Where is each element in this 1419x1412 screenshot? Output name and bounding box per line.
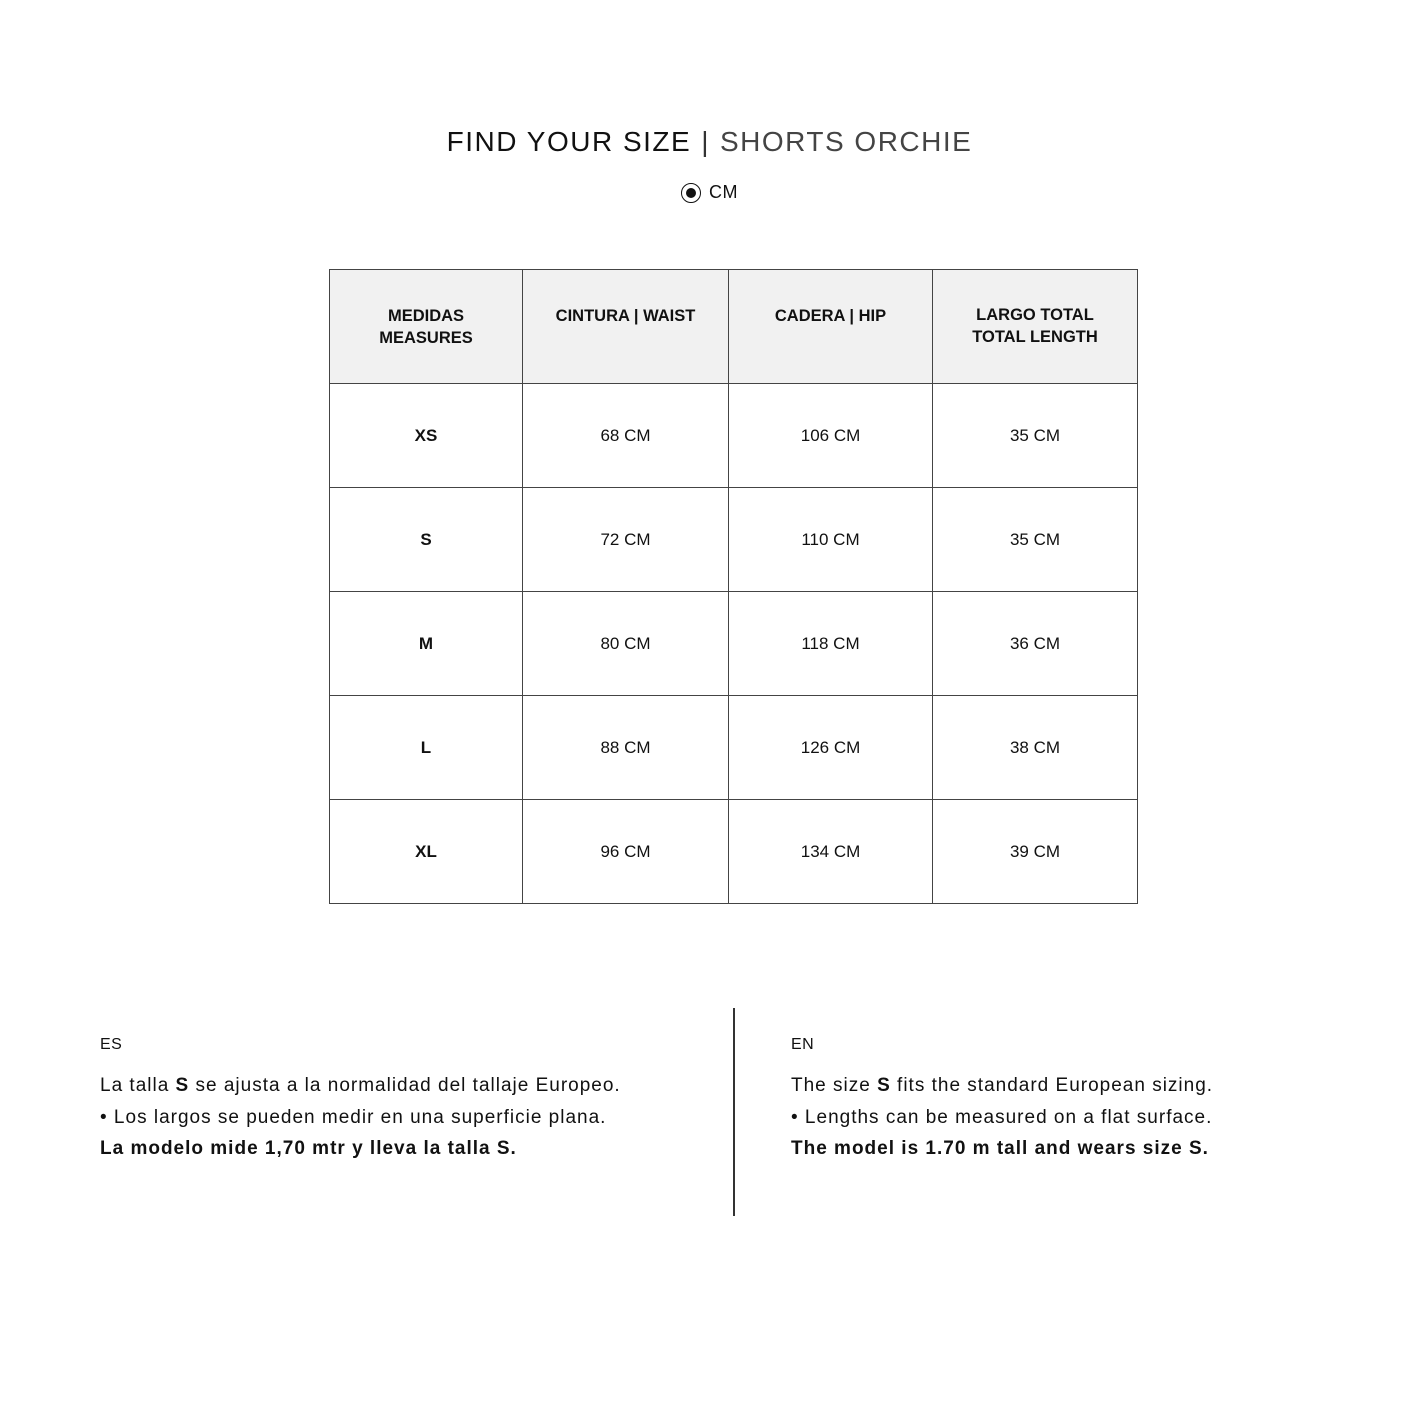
length-cell: 36 CM <box>933 592 1138 696</box>
table-header-row <box>330 270 1138 384</box>
waist-cell: 80 CM <box>523 592 729 696</box>
header-total-length: LARGO TOTAL TOTAL LENGTH <box>933 270 1138 384</box>
table-row <box>330 384 1138 488</box>
length-cell: 38 CM <box>933 696 1138 800</box>
radio-selected-dot <box>686 188 696 198</box>
size-notes <box>0 1008 1419 1216</box>
header-measures: MEDIDAS MEASURES <box>330 270 523 384</box>
note-model-en: The model is 1.70 m tall and wears size S. <box>791 1138 1209 1159</box>
hip-cell: 106 CM <box>729 384 933 488</box>
title-main: FIND YOUR SIZE <box>446 126 692 157</box>
page-title <box>0 122 1419 162</box>
note-measure-es: • Los largos se pueden medir en una superficie plana. <box>100 1106 607 1128</box>
waist-cell: 68 CM <box>523 384 729 488</box>
size-chart-table <box>329 269 1138 904</box>
table-row <box>330 592 1138 696</box>
size-cell: M <box>330 592 523 696</box>
length-cell: 35 CM <box>933 384 1138 488</box>
waist-cell: 72 CM <box>523 488 729 592</box>
unit-selector[interactable] <box>0 182 1419 203</box>
product-name: SHORTS ORCHIE <box>719 126 973 157</box>
table-row <box>330 800 1138 904</box>
table-row <box>330 696 1138 800</box>
waist-cell: 96 CM <box>523 800 729 904</box>
note-fit-en: The size S fits the standard European sizing. <box>791 1075 1214 1096</box>
hip-cell: 134 CM <box>729 800 933 904</box>
size-cell: XS <box>330 384 523 488</box>
language-label-es: ES <box>100 1036 123 1053</box>
hip-cell: 126 CM <box>729 696 933 800</box>
hip-cell: 118 CM <box>729 592 933 696</box>
notes-english <box>791 1034 1391 1165</box>
length-cell: 39 CM <box>933 800 1138 904</box>
note-model-es: La modelo mide 1,70 mtr y lleva la talla S. <box>100 1138 517 1159</box>
note-measure-en: • Lengths can be measured on a flat surface. <box>791 1106 1213 1128</box>
header-hip: CADERA | HIP <box>729 270 933 384</box>
language-label-en: EN <box>791 1036 815 1053</box>
column-divider <box>733 1008 735 1216</box>
unit-label: CM <box>709 182 738 202</box>
unit-radio-button[interactable] <box>681 183 701 203</box>
size-cell: L <box>330 696 523 800</box>
header-waist: CINTURA | WAIST <box>523 270 729 384</box>
notes-spanish <box>100 1034 720 1165</box>
size-cell: S <box>330 488 523 592</box>
title-separator: | <box>701 126 710 157</box>
hip-cell: 110 CM <box>729 488 933 592</box>
waist-cell: 88 CM <box>523 696 729 800</box>
length-cell: 35 CM <box>933 488 1138 592</box>
size-cell: XL <box>330 800 523 904</box>
note-fit-es: La talla S se ajusta a la normalidad del tallaje Europeo. <box>100 1075 621 1096</box>
table-row <box>330 488 1138 592</box>
